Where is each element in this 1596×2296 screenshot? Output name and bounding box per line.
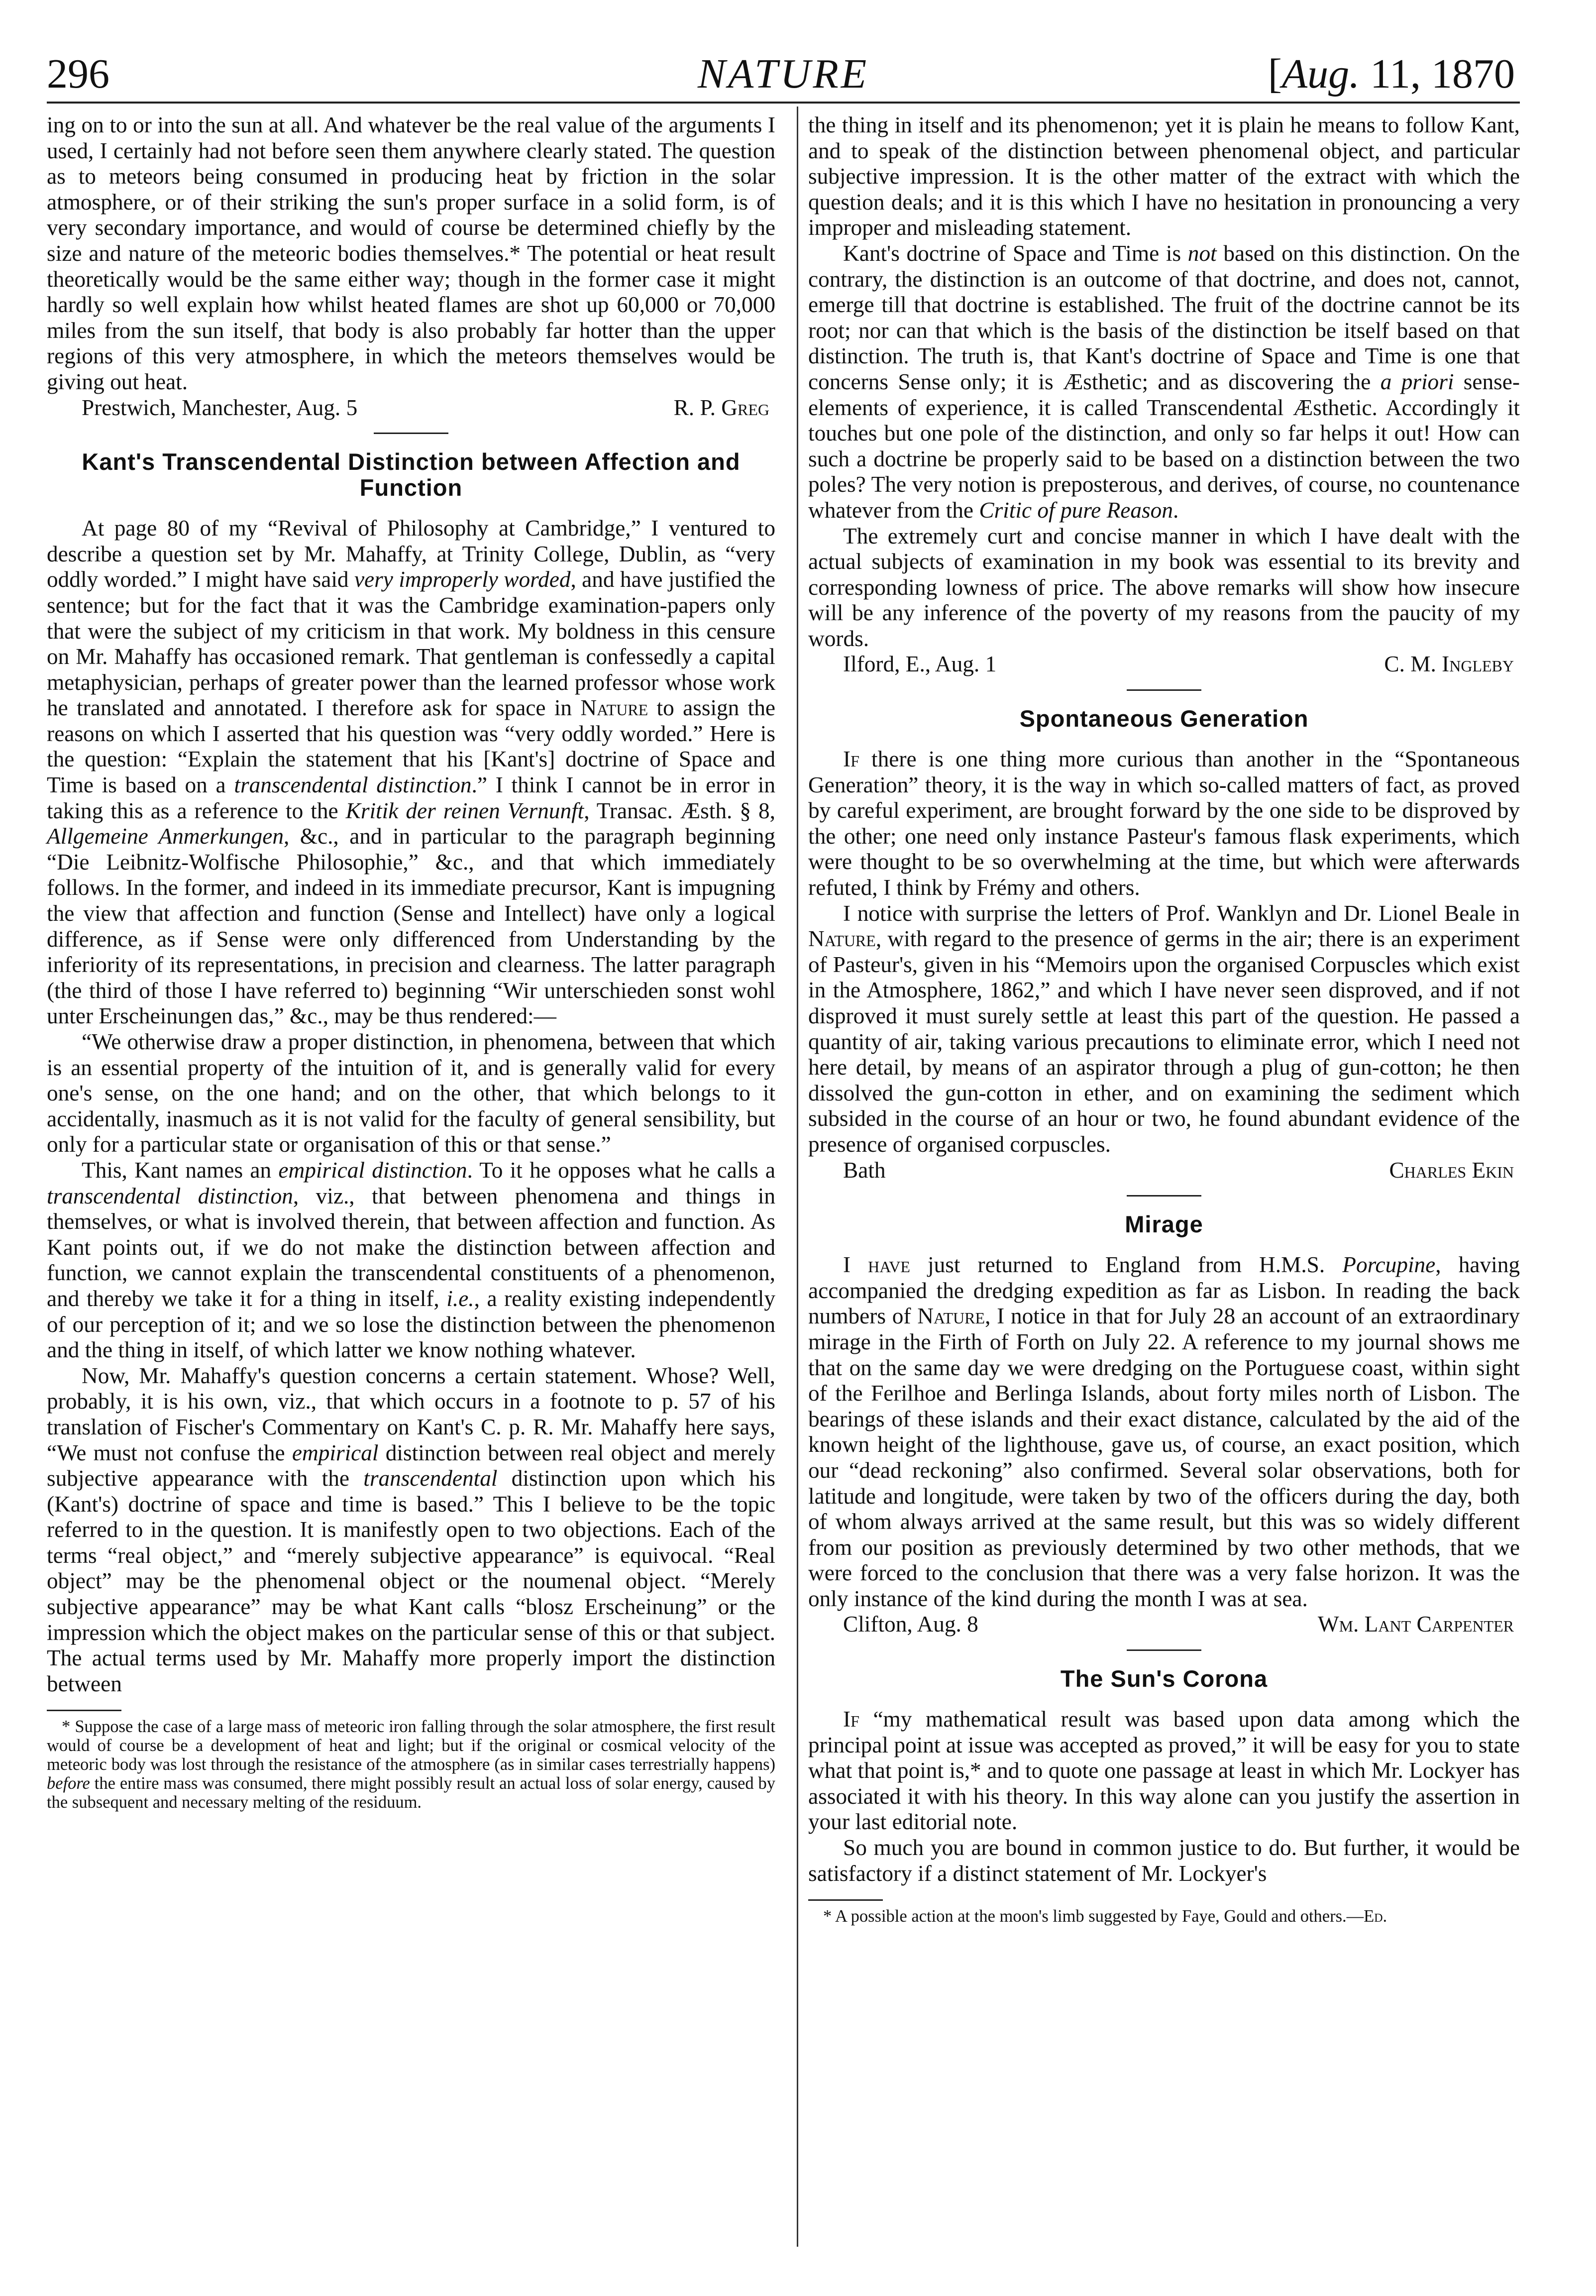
greg-signature: Prestwich, Manchester, Aug. 5 R. P. Greg <box>82 395 769 420</box>
corona-paragraph-2: So much you are bound in common justice to do. But further, it would be satisfactory if a distinct statement of Mr. Lockyer's <box>808 1835 1520 1886</box>
footnote-rule <box>808 1899 883 1901</box>
mirage-heading: Mirage <box>1125 1211 1203 1238</box>
carpenter-signature: Clifton, Aug. 8 Wm. Lant Carpenter <box>843 1612 1514 1637</box>
greg-letter-continuation: ing on to or into the sun at all. And whatever be the real value of the arguments I used, I certainly had not before seen them anywhere clearly stated. The question as to meteors being consumed in producing heat by friction in the solar atmosphere, or of their striking the sun's proper surface in a solid form, is of very secondary importance, and would of course be determined chiefly by the size and nature of the meteoric bodies themselves.* The potential or heat result theoretically would be the same either way; though in the former case it might hardly so well explain how whilst heated flames are shot up 60,000 or 70,000 miles from the sun itself, that body is also probably far hotter than the upper regions of this very atmosphere, in which the meteors themselves would be giving out heat. <box>47 112 775 394</box>
kant-paragraph-5: Kant's doctrine of Space and Time is not based on this distinction. On the contrary, the distinction is an outcome of that doctrine, and does not, cannot, emerge till that doctrine is established. The fruit of the doctrine cannot be its root; nor can that which is the basis of the distinction be itself based on that distinction. The truth is, that Kant's doctrine of Space and Time is one that concerns Sense only; it is Æsthetic; and as discovering the a priori sense-elements of experience, it is called Transcendental Æsthetic. Accordingly it touches but one pole of the distinction, and only so far helps it out! How can such a doctrine be properly said to be based on a distinction between the two poles? The very notion is preposterous, and derives, of course, no countenance whatever from the Critic of pure Reason. <box>808 240 1520 523</box>
page-number: 296 <box>47 51 109 97</box>
journal-title: NATURE <box>697 51 869 97</box>
section-rule <box>1127 1195 1201 1197</box>
corona-paragraph-1: If “my mathematical result was based upon data among which the principal point at issue was accepted as proved,” it will be easy for you to state what that point is,* and to quote one passage at least in which Mr. Lockyer has associated it with his theory. In this way alone can you justify the assertion in your last editorial note. <box>808 1707 1520 1835</box>
kant-continuation: the thing in itself and its phenomenon; yet it is plain he means to follow Kant, and to speak of the distinction between phenomenal object, and particular subjective impression. It is the other matter of the extract with which the question deals; and it is this which I have no hesitation in pronouncing a very improper and misleading statement. <box>808 112 1520 240</box>
footnote-rule <box>47 1710 121 1711</box>
left-column <box>47 112 775 1812</box>
spontaneous-paragraph-2: I notice with surprise the letters of Prof. Wanklyn and Dr. Lionel Beale in Nature, with regard to the presence of germs in the air; there is an experiment of Pasteur's, given in his “Memoirs upon the organised Corpuscles which exist in the Atmosphere, 1862,” and which I have never seen disproved, and if not disproved it must surely settle at least this part of the question. He passed a quantity of air, taking various precautions to eliminate error, which I need not here detail, by means of an aspirator through a plug of gun-cotton; he then dissolved the gun-cotton in ether, and on examining the sediment which subsided in the course of an hour or two, he found abundant evidence of the presence of organised corpuscles. <box>808 900 1520 1157</box>
section-rule <box>1127 689 1201 691</box>
page-header <box>47 46 1520 101</box>
kant-heading: Kant's Transcendental Distinction between Affection and Function <box>82 448 741 501</box>
kant-paragraph-4: Now, Mr. Mahaffy's question concerns a certain statement. Whose? Well, probably, it is his own, viz., that which occurs in a footnote to p. 57 of his translation of Fischer's Commentary on Kant's C. p. R. Mr. Mahaffy here says, “We must not confuse the empirical distinction between real object and merely subjective appearance with the transcendental distinction upon which his (Kant's) doctrine of space and time is based.” This I believe to be the topic referred to in the question. It is manifestly open to two objections. Each of the terms “real object,” and “merely subjective appearance” is equivocal. “Real object” may be the phenomenal object or the noumenal object. “Merely subjective appearance” may be what Kant calls “blosz Erscheinung” or the impression which the object makes on the particular sense of this or that subject. The actual terms used by Mr. Mahaffy more properly import the distinction between <box>47 1363 776 1696</box>
ingleby-signature: Ilford, E., Aug. 1 C. M. Ingleby <box>843 652 1514 677</box>
column-divider <box>797 107 798 2247</box>
section-rule <box>374 433 448 434</box>
kant-paragraph-3: This, Kant names an empirical distinction. To it he opposes what he calls a transcendental distinction, viz., that between phenomena and things in themselves, or what is involved therein, that between affection and function. As Kant points out, if we do not make the distinction between affection and function, we cannot explain the transcendental constituents of a phenomenon, and thereby we take it for a thing in itself, i.e., a reality existing independently of our perception of it; and we so lose the distinction between the phenomenon and the thing in itself, of which latter we know nothing whatever. <box>47 1157 775 1363</box>
mirage-paragraph-1: I have just returned to England from H.M.S. Porcupine, having accompanied the dredging expedition as far as Lisbon. In reading the back numbers of Nature, I notice in that for July 28 an account of an extraordinary mirage in the Firth of Forth on July 22. A reference to my journal shows me that on the same day we were dredging on the Portuguese coast, within sight of the Ferilhoe and Berlinga Islands, about forty miles north of Lisbon. The bearings of these islands and their exact distance, calculated by the aid of the known height of the lighthouse, gave us, of course, an exact position, which our “dead reckoning” also confirmed. Several solar observations, both for latitude and longitude, were taken by two of the officers during the day, both of whom always arrived at the same result, but this was so widely different from our position as previously determined by two other methods, that we were forced to the conclusion that there was a very false horizon. It was the only instance of the kind during the month I was at sea. <box>808 1252 1520 1611</box>
footnote-meteoric-iron: * Suppose the case of a large mass of meteoric iron falling through the solar atmosphere, the first result would of course be a development of heat and light; but if the original or cosmical velocity of the meteoric body was lost through the resistance of the atmosphere (as in similar cases terrestrially happens) before the entire mass was consumed, there might possibly result an actual loss of solar energy, caused by the subsequent and necessary melting of the residuum. <box>47 1717 775 1812</box>
spontaneous-paragraph-1: If there is one thing more curious than another in the “Spontaneous Generation” theory, it is the way in which so-called matters of fact, as proved by careful experiment, are brought forward by the one side to be disproved by the other; one need only instance Pasteur's famous flask experiments, which were thought to be so overwhelming at the time, but which were afterwards refuted, I think by Frémy and others. <box>808 747 1520 900</box>
kant-quote: “We otherwise draw a proper distinction, in phenomena, between that which is an essential property of the intuition of it, and is generally valid for every one's sense, on the one hand; and on the other, that which belongs to it accidentally, inasmuch as it is not valid for the faculty of general sensibility, but only for a particular state or organisation of this or that sense.” <box>47 1029 775 1157</box>
header-rule <box>47 102 1520 104</box>
suns-corona-heading: The Sun's Corona <box>1060 1665 1268 1692</box>
issue-date: [Aug. 11, 1870 <box>1268 51 1515 97</box>
kant-paragraph-1: At page 80 of my “Revival of Philosophy at Cambridge,” I ventured to describe a question set by Mr. Mahaffy, at Trinity College, Dublin, as “very oddly worded.” I might have said very improperly worded, and have justified the sentence; but for the fact that it was the Cambridge examination-papers only that were the subject of my criticism in that work. My boldness in this censure on Mr. Mahaffy has occasioned remark. That gentleman is confessedly a capital metaphysician, perhaps of greater power than the learned professor whose work he translated and annotated. I therefore ask for space in Nature to assign the reasons on which I asserted that his question was “very oddly worded.” Here is the question: “Explain the statement that his [Kant's] doctrine of Space and Time is based on a transcendental distinction.” I think I cannot be in error in taking this as a reference to the Kritik der reinen Vernunft, Transac. Æsth. § 8, Allgemeine Anmerkungen, &c., and in particular to the paragraph beginning “Die Leibnitz-Wolfische Philosophie,” &c., and that which immediately follows. In the former, and indeed in its immediate precursor, Kant is impugning the view that affection and function (Sense and Intellect) have only a logical difference, as if Sense were only differenced from Understanding by the inferiority of its representations, in precision and clearness. The latter paragraph (the third of those I have referred to) beginning “Wir unterschieden sonst wohl unter Erscheinungen das,” &c., may be thus rendered:— <box>47 516 776 1029</box>
kant-paragraph-6: The extremely curt and concise manner in which I have dealt with the actual subjects of examination in my book was essential to its brevity and corresponding lowness of price. The above remarks will show how insecure will be any inference of the poverty of my reasons from the paucity of my words. <box>808 523 1520 651</box>
ekin-signature: Bath Charles Ekin <box>843 1157 1514 1183</box>
section-rule <box>1127 1649 1201 1651</box>
right-column <box>808 112 1520 1926</box>
footnote-moons-limb: * A possible action at the moon's limb suggested by Faye, Gould and others.—Ed. <box>823 1907 1387 1926</box>
spontaneous-generation-heading: Spontaneous Generation <box>1019 705 1309 732</box>
